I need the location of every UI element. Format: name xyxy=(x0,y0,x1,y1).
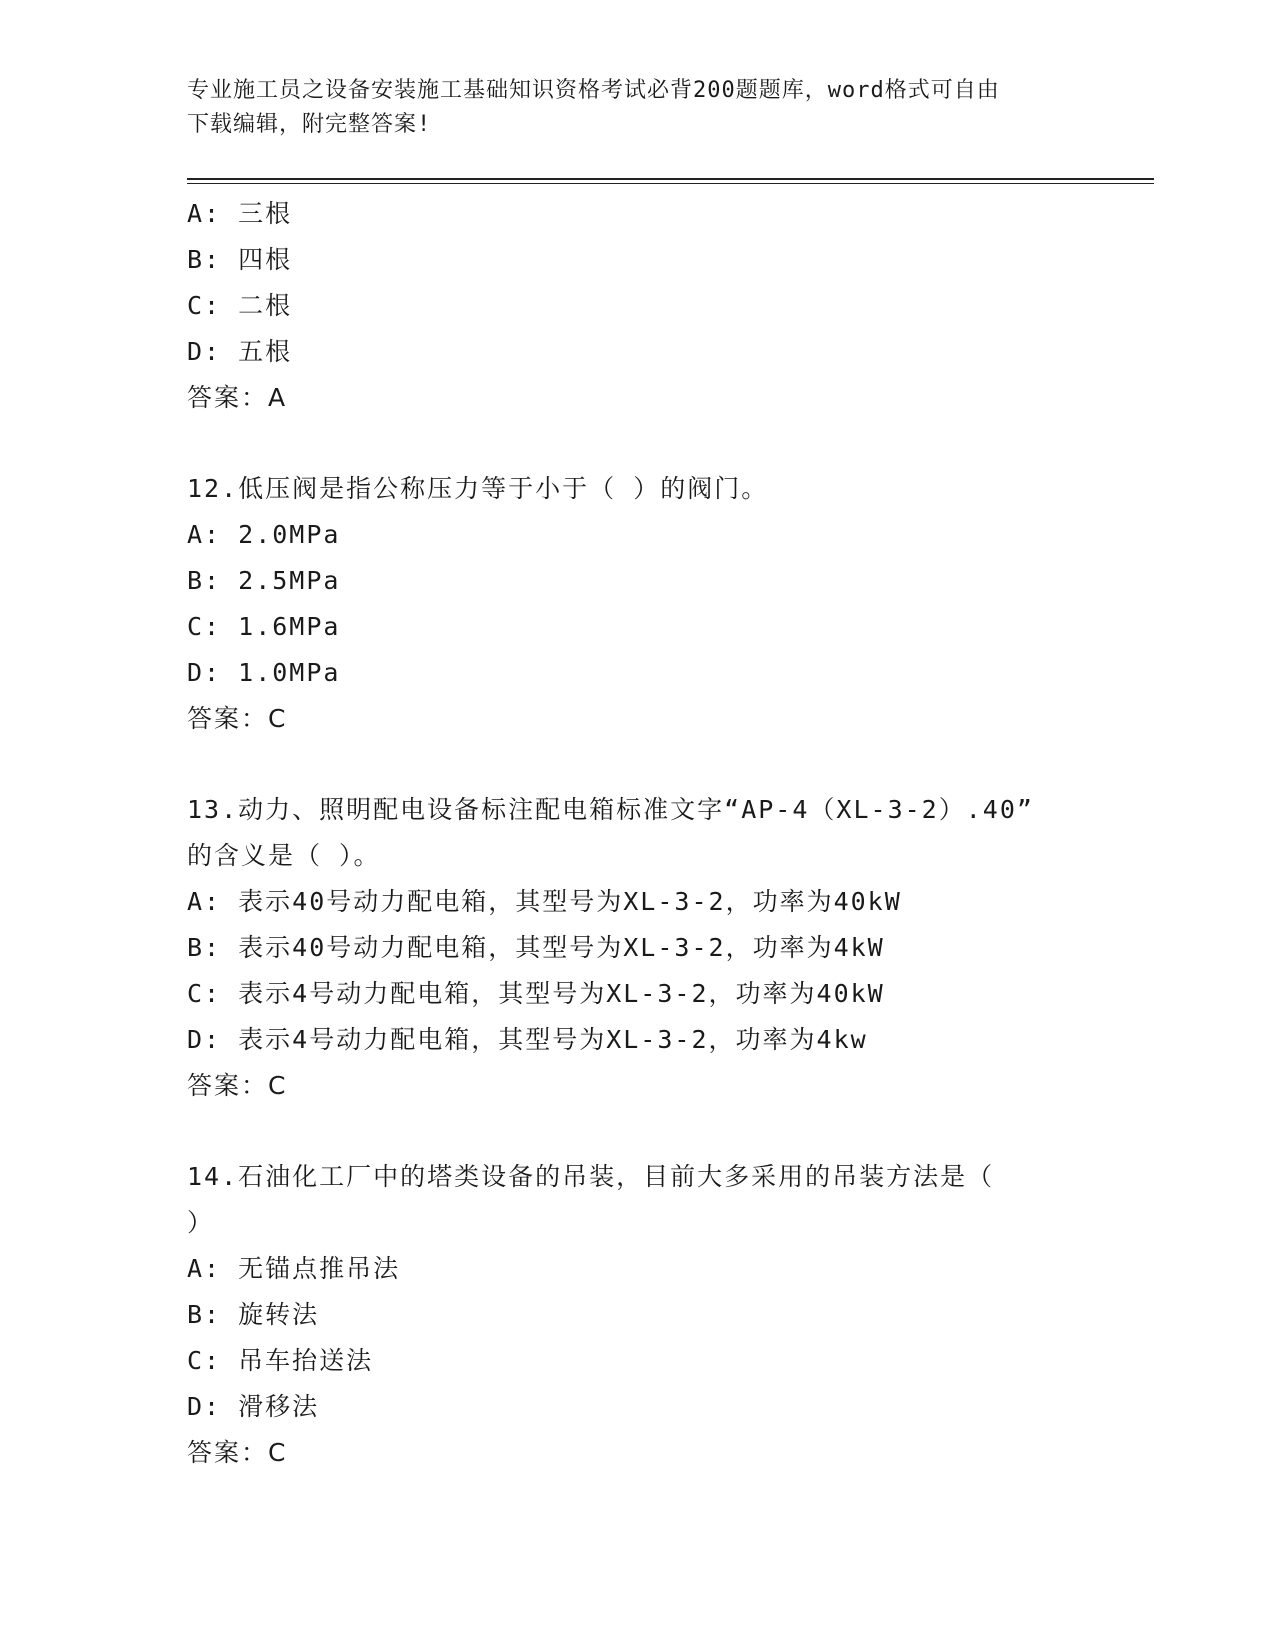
header-divider-thick xyxy=(187,178,1154,180)
answer: 答案：C xyxy=(187,1071,288,1100)
option-c: C: 1.6MPa xyxy=(187,612,341,641)
option-b: B: 旋转法 xyxy=(187,1300,320,1329)
option-b: B: 表示40号动力配电箱，其型号为XL-3-2，功率为4kW xyxy=(187,933,885,962)
document-header xyxy=(187,74,1067,142)
question-14 xyxy=(187,1154,1067,1476)
spacer xyxy=(187,742,1067,787)
answer: 答案：C xyxy=(187,1438,288,1467)
option-c: C: 表示4号动力配电箱，其型号为XL-3-2，功率为40kW xyxy=(187,979,885,1008)
option-b: B: 2.5MPa xyxy=(187,566,341,595)
header-line-2: 下载编辑，附完整答案! xyxy=(187,112,432,137)
header-divider-thin xyxy=(187,183,1154,184)
question-list xyxy=(187,191,1067,1476)
spacer xyxy=(187,421,1067,466)
answer: 答案：A xyxy=(187,383,288,412)
option-d: D: 滑移法 xyxy=(187,1392,320,1421)
spacer xyxy=(187,1109,1067,1154)
header-line-1: 专业施工员之设备安装施工基础知识资格考试必背200题题库，word格式可自由 xyxy=(187,78,1000,103)
option-c: C: 二根 xyxy=(187,291,293,320)
option-b: B: 四根 xyxy=(187,245,293,274)
option-d: D: 表示4号动力配电箱，其型号为XL-3-2，功率为4kw xyxy=(187,1025,868,1054)
option-a: A: 表示40号动力配电箱，其型号为XL-3-2，功率为40kW xyxy=(187,887,902,916)
question-text: 12.低压阀是指公称压力等于小于（ ）的阀门。 xyxy=(187,474,769,503)
option-d: D: 1.0MPa xyxy=(187,658,341,687)
question-text-line-2: 的含义是（ ）。 xyxy=(187,841,381,870)
option-a: A: 三根 xyxy=(187,199,293,228)
question-11 xyxy=(187,191,1067,421)
question-text-line-1: 13.动力、照明配电设备标注配电箱标准文字“AP-4（XL-3-2）.40” xyxy=(187,795,1034,824)
option-c: C: 吊车抬送法 xyxy=(187,1346,374,1375)
option-a: A: 无锚点推吊法 xyxy=(187,1254,401,1283)
answer: 答案：C xyxy=(187,704,288,733)
question-13 xyxy=(187,787,1067,1109)
option-d: D: 五根 xyxy=(187,337,293,366)
question-12 xyxy=(187,466,1067,742)
question-text-line-1: 14.石油化工厂中的塔类设备的吊装，目前大多采用的吊装方法是（ xyxy=(187,1162,995,1191)
option-a: A: 2.0MPa xyxy=(187,520,341,549)
question-text-line-2: ） xyxy=(187,1208,215,1237)
